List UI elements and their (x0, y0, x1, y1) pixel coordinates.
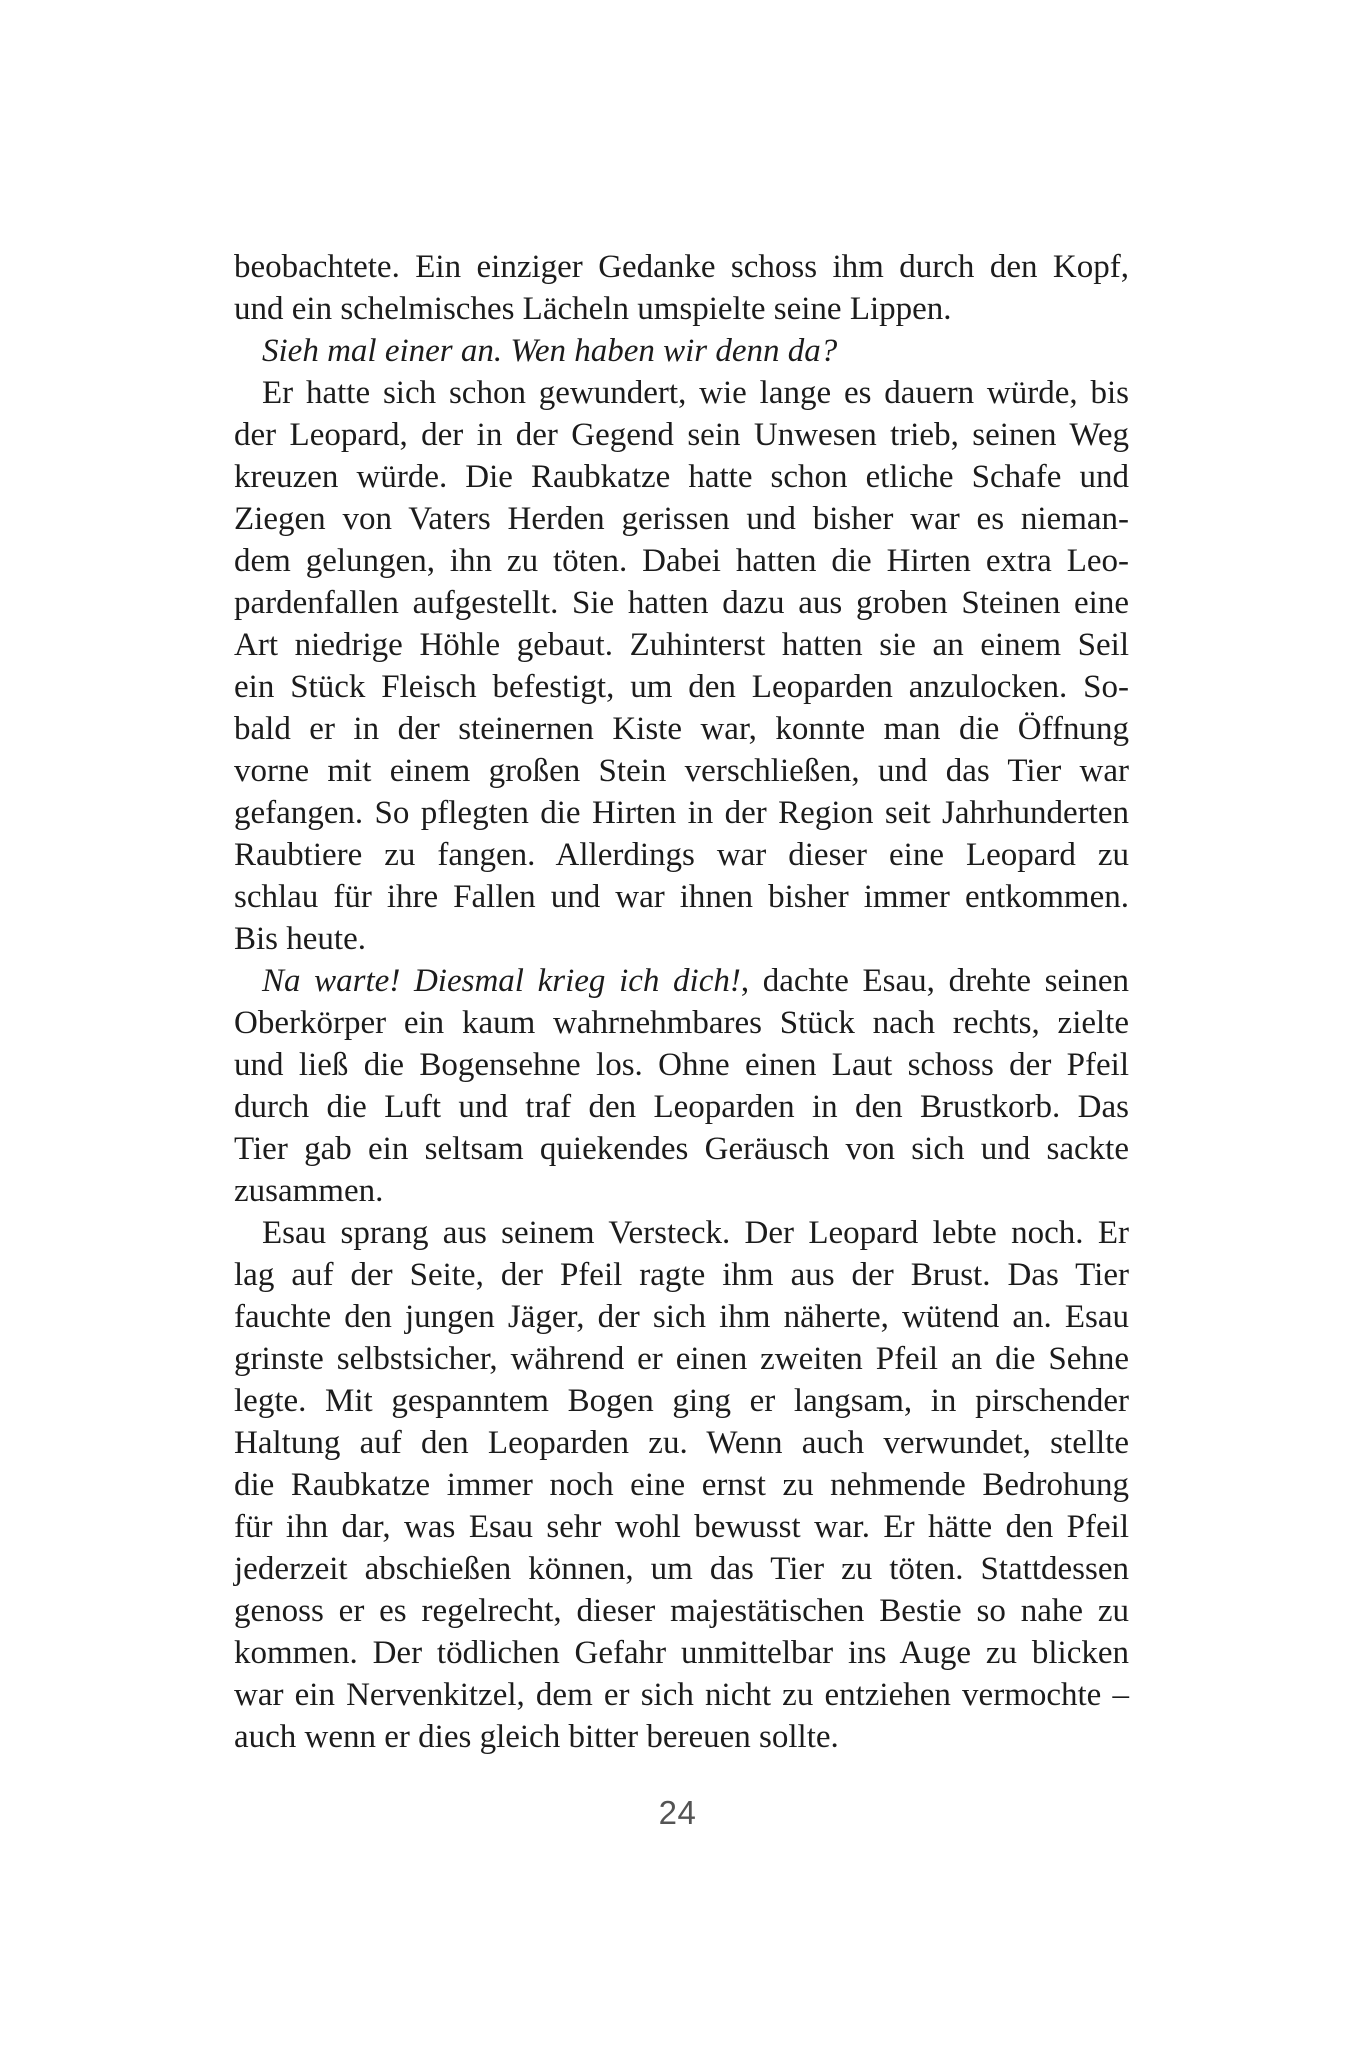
text-line (234, 1086, 1129, 1128)
text-line (234, 246, 1129, 288)
text-segment: Er hatte sich schon gewundert, wie lange es dauern würde, bis (262, 375, 1129, 411)
text-line (234, 414, 1129, 456)
text-line (234, 1296, 1129, 1338)
text-line (234, 918, 1129, 960)
text-line (234, 708, 1129, 750)
text-line (234, 666, 1129, 708)
text-line (234, 960, 1129, 1002)
text-segment: Bis heute. (234, 921, 366, 957)
text-line (234, 1170, 1129, 1212)
text-segment: war ein Nervenkitzel, dem er sich nicht zu entziehen vermochte – (234, 1677, 1129, 1713)
text-line (234, 1002, 1129, 1044)
text-segment: gefangen. So pflegten die Hirten in der Region seit Jahrhunderten (234, 795, 1129, 831)
text-line (234, 330, 1129, 372)
text-line (234, 1422, 1129, 1464)
text-segment: kreuzen würde. Die Raubkatze hatte schon etliche Schafe und (234, 459, 1129, 495)
text-segment: Ziegen von Vaters Herden gerissen und bisher war es nieman- (234, 501, 1129, 537)
text-line (234, 792, 1129, 834)
text-segment: grinste selbstsicher, während er einen zweiten Pfeil an die Sehne (234, 1341, 1129, 1377)
text-line (234, 624, 1129, 666)
italic-text-segment: Sieh mal einer an. Wen haben wir denn da? (262, 333, 838, 369)
text-segment: und ließ die Bogensehne los. Ohne einen Laut schoss der Pfeil (234, 1047, 1129, 1083)
text-line (234, 876, 1129, 918)
text-line (234, 1632, 1129, 1674)
text-segment: und ein schelmisches Lächeln umspielte seine Lippen. (234, 291, 952, 327)
text-line (234, 1128, 1129, 1170)
text-segment: fauchte den jungen Jäger, der sich ihm näherte, wütend an. Esau (234, 1299, 1129, 1335)
text-segment: der Leopard, der in der Gegend sein Unwesen trieb, seinen Weg (234, 417, 1129, 453)
text-line (234, 1044, 1129, 1086)
text-line (234, 288, 1129, 330)
text-segment: bald er in der steinernen Kiste war, konnte man die Öffnung (234, 711, 1129, 747)
text-segment: dem gelungen, ihn zu töten. Dabei hatten die Hirten extra Leo- (234, 543, 1129, 579)
text-segment: jederzeit abschießen können, um das Tier zu töten. Stattdessen (234, 1551, 1129, 1587)
text-line (234, 1674, 1129, 1716)
text-line (234, 1464, 1129, 1506)
text-line (234, 1380, 1129, 1422)
text-segment: ein Stück Fleisch befestigt, um den Leoparden anzulocken. So- (234, 669, 1129, 705)
text-segment: Haltung auf den Leoparden zu. Wenn auch verwundet, stellte (234, 1425, 1129, 1461)
text-segment: schlau für ihre Fallen und war ihnen bisher immer entkommen. (234, 879, 1129, 915)
text-segment: pardenfallen aufgestellt. Sie hatten dazu aus groben Steinen eine (234, 585, 1129, 621)
text-segment: Art niedrige Höhle gebaut. Zuhinterst hatten sie an einem Seil (234, 627, 1129, 663)
text-segment: Esau sprang aus seinem Versteck. Der Leopard lebte noch. Er (262, 1215, 1129, 1251)
italic-text-segment: Na warte! Diesmal krieg ich dich! (262, 963, 741, 999)
text-line (234, 1212, 1129, 1254)
text-line (234, 498, 1129, 540)
text-line (234, 1254, 1129, 1296)
text-segment: kommen. Der tödlichen Gefahr unmittelbar ins Auge zu blicken (234, 1635, 1129, 1671)
text-segment: legte. Mit gespanntem Bogen ging er langsam, in pirschender (234, 1383, 1129, 1419)
text-segment: für ihn dar, was Esau sehr wohl bewusst war. Er hätte den Pfeil (234, 1509, 1129, 1545)
text-line (234, 834, 1129, 876)
text-segment: Tier gab ein seltsam quiekendes Geräusch von sich und sackte (234, 1131, 1129, 1167)
text-segment: Raubtiere zu fangen. Allerdings war dieser eine Leopard zu (234, 837, 1129, 873)
text-line (234, 1548, 1129, 1590)
text-line (234, 1590, 1129, 1632)
text-segment: beobachtete. Ein einziger Gedanke schoss ihm durch den Kopf, (234, 249, 1129, 285)
body-text-block (234, 246, 1129, 1758)
text-segment: zusammen. (234, 1173, 384, 1209)
text-line (234, 750, 1129, 792)
text-line (234, 582, 1129, 624)
text-segment: genoss er es regelrecht, dieser majestätischen Bestie so nahe zu (234, 1593, 1129, 1629)
text-line (234, 1338, 1129, 1380)
text-line (234, 372, 1129, 414)
text-segment: auch wenn er dies gleich bitter bereuen sollte. (234, 1719, 839, 1755)
text-line (234, 456, 1129, 498)
page-number: 24 (658, 1794, 697, 1831)
text-segment: , dachte Esau, drehte seinen (740, 963, 1129, 999)
text-line (234, 1716, 1129, 1758)
text-line (234, 540, 1129, 582)
text-segment: lag auf der Seite, der Pfeil ragte ihm aus der Brust. Das Tier (234, 1257, 1129, 1293)
text-segment: Oberkörper ein kaum wahrnehmbares Stück nach rechts, zielte (234, 1005, 1129, 1041)
text-line (234, 1506, 1129, 1548)
text-segment: die Raubkatze immer noch eine ernst zu nehmende Bedrohung (234, 1467, 1129, 1503)
text-segment: durch die Luft und traf den Leoparden in den Brustkorb. Das (234, 1089, 1129, 1125)
text-segment: vorne mit einem großen Stein verschließen, und das Tier war (234, 753, 1129, 789)
